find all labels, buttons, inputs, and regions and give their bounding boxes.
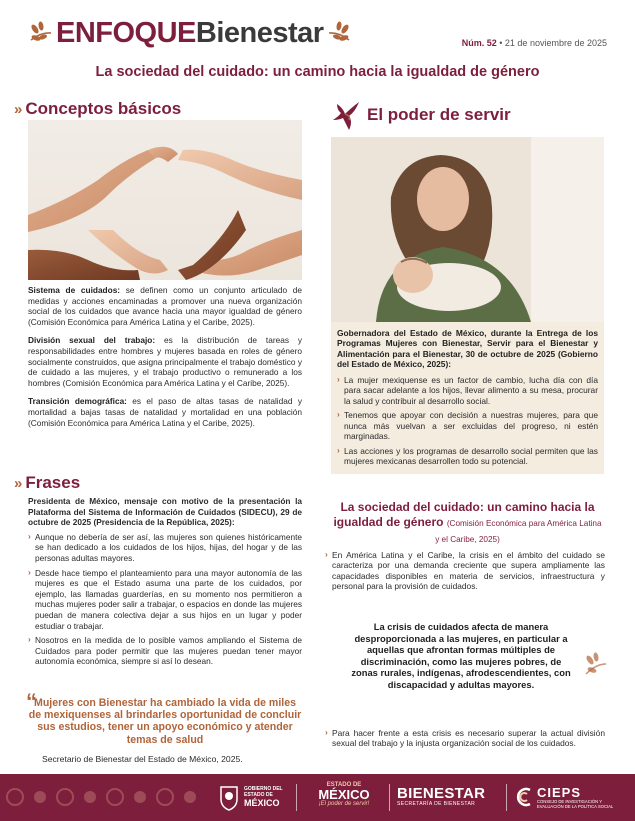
concept-text: se definen como un conjunto articulado de medidas y acciones encaminadas a promover una nueva organización social de los cuidados que avance hacia una mayor igualdad de género (Comisión Económica para América Latina y el Caribe, 2025). — [28, 285, 302, 327]
gob-line-3: MÉXICO — [244, 798, 280, 808]
concepts-list — [28, 285, 302, 428]
section-frases — [14, 473, 80, 493]
quote-author: Secretario de Bienestar del Estado de México, 2025. — [42, 753, 243, 764]
panel-lead: Gobernadora del Estado de México, durante la Entrega de los Programas Mujeres con Bienestar, Servir para el Bienestar y Alimentación para el Bienestar, 30 de octubre de 2025 (Gobierno del Estado de México, 2025): — [337, 328, 598, 370]
brand-logo — [27, 16, 353, 50]
mother-baby-illustration — [331, 137, 604, 322]
panel-bullet: › Tenemos que apoyar con decisión a nuestras mujeres, para que nunca más vuelvan a ser excluidas del progreso, ni estén marginadas. — [337, 410, 598, 442]
mother-baby-image — [331, 137, 604, 322]
quote-text: Mujeres con Bienestar ha cambiado la vida de miles de mexiquenses al brindarles oportunidad de concluir sus estudios, tener un apoyo económico y atender temas de salud — [28, 697, 302, 746]
header — [0, 0, 635, 95]
chevron-icon: » — [14, 100, 23, 118]
leaf-sprig-icon — [582, 650, 608, 678]
brand-part-1: ENFOQUE — [56, 17, 196, 49]
edomex-logo — [305, 782, 383, 807]
edomex-slogan: ¡El poder de servir! — [318, 801, 370, 807]
section-poder — [331, 98, 511, 132]
subsection-source: (Comisión Económica para América Latina y el Caribe, 2025) — [435, 519, 602, 544]
bienestar-logo — [397, 786, 485, 807]
hands-circle-image — [28, 120, 302, 280]
panel-bullet: › La mujer mexiquense es un factor de cambio, lucha día con día para sacar adelante a los hijos, llevar alimento a su mesa, procurar la salud y contribuir al desarrollo social. — [337, 375, 598, 407]
section-conceptos — [14, 99, 181, 119]
issue-number: Núm. 52 — [461, 38, 497, 48]
leaf-sprig-icon — [27, 20, 53, 46]
cieps-logo-icon — [514, 786, 534, 808]
subsection-title — [331, 500, 604, 547]
edomex-small: ESTADO DE — [326, 782, 362, 788]
cieps-logo — [537, 786, 613, 809]
panel-bullet: › Las acciones y los programas de desarrollo social permiten que las mujeres mexicanas desarrollen todo su potencial. — [337, 446, 598, 467]
issue-info — [462, 38, 607, 48]
concept-term: Sistema de cuidados: — [28, 285, 121, 295]
edomex-big: MÉXICO — [318, 787, 370, 802]
concept-sistema — [28, 285, 302, 327]
cieps-wordmark: CIEPS — [537, 785, 582, 800]
gobierno-logo — [244, 786, 283, 808]
body-paragraph-1: › En América Latina y el Caribe, la crisis en el ámbito del cuidado se caracteriza por una demanda creciente que supera ampliamente las capacidades disponibles en materia de servicios, infraestructura y personal para la provisión de cuidados. — [325, 550, 605, 592]
frases-lead: Presidenta de México, mensaje con motivo de la presentación la Plataforma del Sistema de Información de Cuidados (SIDECU), 29 de octubre de 2025 (Presidencia de la República, 2025): — [28, 496, 302, 528]
footer-divider — [296, 784, 297, 811]
bienestar-sub: SECRETARÍA DE BIENESTAR — [397, 801, 476, 807]
subsection-title-text: La sociedad del cuidado: un camino hacia la igualdad de género — [333, 500, 595, 529]
concept-text: es el paso de altas tasas de natalidad y mortalidad a bajas tasas de natalidad y mortalidad en una población (Comisión Económica para América Latina y el Caribe, 2025). — [28, 396, 302, 428]
frase-bullet: › Aunque no debería de ser así, las mujeres son quienes históricamente se han dedicado a los cuidados de los hijos, hijas, del hogar y de las personas adultas mayores. — [28, 532, 302, 564]
chevron-icon: » — [14, 474, 23, 492]
cieps-sub-1: CONSEJO DE INVESTIGACIÓN Y — [537, 799, 603, 804]
leaf-sprig-icon — [327, 20, 353, 46]
cieps-sub-2: EVALUACIÓN DE LA POLÍTICA SOCIAL — [537, 804, 614, 809]
concept-transicion — [28, 396, 302, 428]
concept-term: Transición demográfica: — [28, 396, 127, 407]
concept-term: División sexual del trabajo: — [28, 335, 156, 346]
section-title-frases: Frases — [25, 473, 81, 492]
section-title-conceptos: Conceptos básicos — [25, 99, 182, 118]
footer — [0, 774, 635, 821]
decorative-pattern — [0, 774, 210, 821]
quote-panel — [331, 322, 604, 474]
gob-line-1: GOBIERNO DEL — [244, 786, 283, 792]
coat-of-arms-icon — [218, 784, 240, 811]
footer-divider — [506, 784, 507, 811]
page-title: La sociedad del cuidado: un camino hacia la igualdad de género — [95, 64, 540, 80]
quote-icon: “ — [26, 689, 37, 714]
frases-block — [28, 496, 302, 671]
brand-part-2: Bienestar — [195, 17, 324, 49]
concept-division — [28, 335, 302, 388]
frase-bullet: › Desde hace tiempo el planteamiento para una mayor autonomía de las mujeres es que el Estado asuma una parte de los cuidados, por ejemplo, las llamadas guarderías, en su momento nos permitieron a muchas mujeres poder salir a trabajar, o espacios en donde las mujeres puedan de manera colectiva dejar a sus hijos en un lugar y poder estudiar o trabajar. — [28, 568, 302, 632]
bienestar-wordmark: BIENESTAR — [397, 785, 486, 802]
footer-divider — [389, 784, 390, 811]
quote-box — [26, 689, 302, 764]
section-title-poder: El poder de servir — [367, 105, 511, 124]
body-paragraph-2: › Para hacer frente a esta crisis es necesario superar la actual división sexual del trabajo y la injusta organización social de los cuidados. — [325, 728, 605, 749]
concept-text: es la distribución de tareas y responsabilidades entre hombres y mujeres basada en roles de género socialmente construidos, que asigna principalmente el trabajo doméstico y de cuidado a las mujeres, y el trabajo productivo o remunerado a los hombres (Comisión Económica para América Latina y el Caribe, 2025). — [28, 335, 302, 388]
highlight-text: La crisis de cuidados afecta de manera desproporcionada a las mujeres, en particular a aquellas que afrontan formas múltiples de discriminación, como las mujeres pobres, de zonas rurales, indígenas, afrodescendientes, con discapacidad y adultas mayores. — [351, 621, 571, 690]
frase-bullet: › Nosotros en la medida de lo posible vamos ampliando el Sistema de Cuidados para poder permitir que las mujeres puedan tener mayor autonomía económica, siempre si así lo desean. — [28, 635, 302, 667]
hands-illustration — [28, 120, 302, 280]
issue-date: • 21 de noviembre de 2025 — [499, 38, 607, 48]
hummingbird-icon — [331, 98, 363, 132]
gob-line-2: ESTADO DE — [244, 792, 273, 798]
